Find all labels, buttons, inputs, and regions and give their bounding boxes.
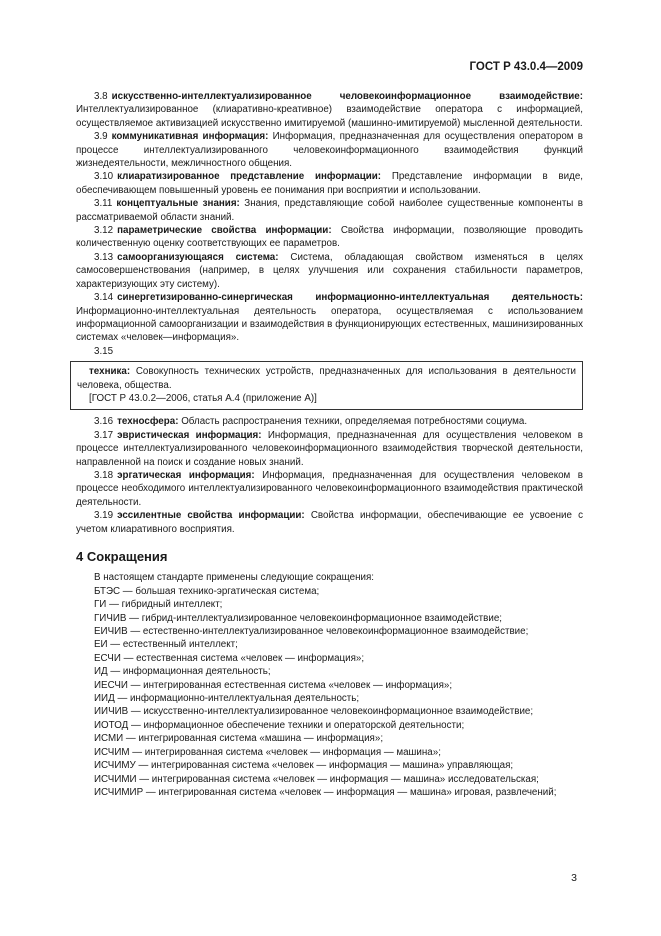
term-definition: Информация, предназначенная для осуществления оператором в процессе интеллектуализированного человекоинформационного взаимодействия функций жизнедеятельности, межличностного общения.	[76, 131, 583, 170]
abbreviation-item: ЕСЧИ — естественная система «человек — информация»;	[94, 652, 365, 664]
term-number: 3.9	[94, 131, 108, 143]
abbreviation-item: ИЕСЧИ — интегрированная естественная система «человек — информация»;	[94, 679, 453, 691]
term-item	[76, 415, 583, 428]
terms-list-2	[76, 415, 583, 536]
term-definition: Интеллектуализированное (клиаративно-креативное) взаимодействие оператора с информацией, осуществляемое активизацией искусственно имитируемой (машинно-имитируемой) мысленной деятельности.	[76, 104, 583, 129]
term-name: техносфера:	[117, 416, 179, 428]
term-3-15-term: техника:	[89, 366, 131, 378]
term-item	[76, 291, 583, 345]
term-name: параметрические свойства информации:	[117, 225, 332, 237]
term-item	[76, 251, 583, 291]
term-name: концептуальные знания:	[116, 198, 240, 210]
term-definition: Представление информации в виде, обеспечивающем повышенный уровень ее понимания при восприятии и использовании.	[76, 171, 583, 196]
term-name: клиаратизированное представление информации:	[117, 171, 382, 183]
term-definition: Знания, представляющие собой наиболее существенные компоненты в рассматриваемой области знаний.	[76, 198, 584, 223]
abbreviation-item-last: ИСЧИМИР — интегрированная система «человек — информация — машина» игровая, развлечений;	[94, 786, 557, 798]
term-number: 3.17	[94, 429, 114, 441]
abbreviation-item: ЕИЧИВ — естественно-интеллектуализированное человекоинформационное взаимодействие;	[94, 626, 529, 638]
term-item	[76, 429, 583, 469]
abbreviation-item: ГИЧИВ — гибрид-интеллектуализированное человекоинформационное взаимодействие;	[94, 612, 503, 624]
page-content	[76, 90, 583, 799]
term-3-15-text	[77, 365, 576, 392]
term-item	[76, 509, 583, 536]
abbreviation-item: ИОТОД — информационное обеспечение техники и операторской деятельности;	[94, 719, 465, 731]
standard-designation: ГОСТ Р 43.0.4—2009	[469, 61, 583, 73]
term-number: 3.18	[94, 469, 114, 481]
term-number: 3.16	[94, 416, 114, 428]
page-number: 3	[571, 872, 577, 884]
term-name: эссилентные свойства информации:	[117, 510, 305, 522]
abbreviation-item: ИСЧИМУ — интегрированная система «человек — информация — машина» управляющая;	[94, 760, 514, 772]
term-number: 3.13	[94, 251, 114, 263]
section-4-intro: В настоящем стандарте применены следующие сокращения:	[94, 572, 374, 584]
term-item	[76, 224, 583, 251]
term-definition: Область распространения техники, определяемая потребностями социума.	[181, 416, 528, 428]
abbreviation-item: ИСЧИМ — интегрированная система «человек — информация — машина»;	[94, 746, 441, 758]
abbreviation-item: ЕИ — естественный интеллект;	[94, 639, 238, 651]
term-3-15-reference: [ГОСТ Р 43.0.2—2006, статья А.4 (приложение А)]	[89, 392, 317, 404]
term-number: 3.14	[94, 292, 114, 304]
term-name: эвристическая информация:	[117, 429, 262, 441]
abbreviation-item: ГИ — гибридный интеллект;	[94, 599, 223, 611]
term-3-15-box	[70, 361, 583, 410]
term-definition: Информационно-интеллектуальная деятельность оператора, осуществляемая с использованием информационной самоорганизации и взаимодействия в функционирующих естественных, машинизированных системах «человек—информация».	[76, 305, 583, 344]
term-name: коммуникативная информация:	[111, 131, 269, 143]
term-number: 3.12	[94, 225, 114, 237]
terms-list-1	[76, 90, 583, 345]
term-name: эргатическая информация:	[117, 469, 255, 481]
term-name: синергетизированно-синергическая информационно-интеллектуальная деятельность:	[117, 292, 583, 304]
term-number: 3.10	[94, 171, 114, 183]
term-item	[76, 197, 583, 224]
abbreviation-item: ИД — информационная деятельность;	[94, 666, 271, 678]
abbreviation-item: ИИД — информационно-интеллектуальная деятельность;	[94, 693, 360, 705]
term-definition: Свойства информации, позволяющие проводить количественную оценку соответствующих ее параметров.	[76, 225, 583, 250]
term-name: самоорганизующаяся система:	[117, 251, 279, 263]
term-3-15-definition: Совокупность технических устройств, предназначенных для использования в деятельности человека, общества.	[77, 366, 576, 391]
abbreviation-item: ИСЧИМИ — интегрированная система «человек — информация — машина» исследовательская;	[94, 773, 539, 785]
abbreviation-item: ИСМИ — интегрированная система «машина — информация»;	[94, 733, 384, 745]
term-definition: Свойства информации, обеспечивающие ее усвоение с учетом клиаративного восприятия.	[76, 510, 583, 535]
term-item	[76, 469, 583, 509]
term-name: искусственно-интеллектуализированное человекоинформационное взаимодействие:	[111, 91, 583, 102]
abbreviation-item: БТЭС — большая технико-эргатическая система;	[94, 585, 320, 597]
term-item	[76, 170, 583, 197]
term-item	[76, 130, 583, 170]
abbreviation-item: ИИЧИВ — искусственно-интеллектуализированное человекоинформационное взаимодействие;	[94, 706, 534, 718]
term-definition: Информация, предназначенная для осуществления человеком в процессе интеллектуализированного человекоинформационного взаимодействия творческой деятельности, направленной на поиск и создание новых знаний.	[76, 429, 583, 468]
section-4-title: 4 Сокращения	[76, 549, 168, 564]
term-definition: Система, обладающая свойством изменяться в целях самосовершенствования (например, в целях улучшения или сохранения стабильности параметров, характеризующих эту систему).	[76, 251, 583, 290]
abbreviations-list	[76, 585, 583, 786]
term-number: 3.19	[94, 510, 114, 522]
term-number: 3.11	[94, 198, 113, 210]
term-3-15-number: 3.15	[94, 345, 114, 357]
term-item	[76, 90, 583, 130]
term-number: 3.8	[94, 91, 108, 102]
term-definition: Информация, предназначенная для осуществления человеком в процессе необходимого интеллектуализированного человекоинформационного взаимодействия практической деятельности.	[76, 469, 583, 508]
